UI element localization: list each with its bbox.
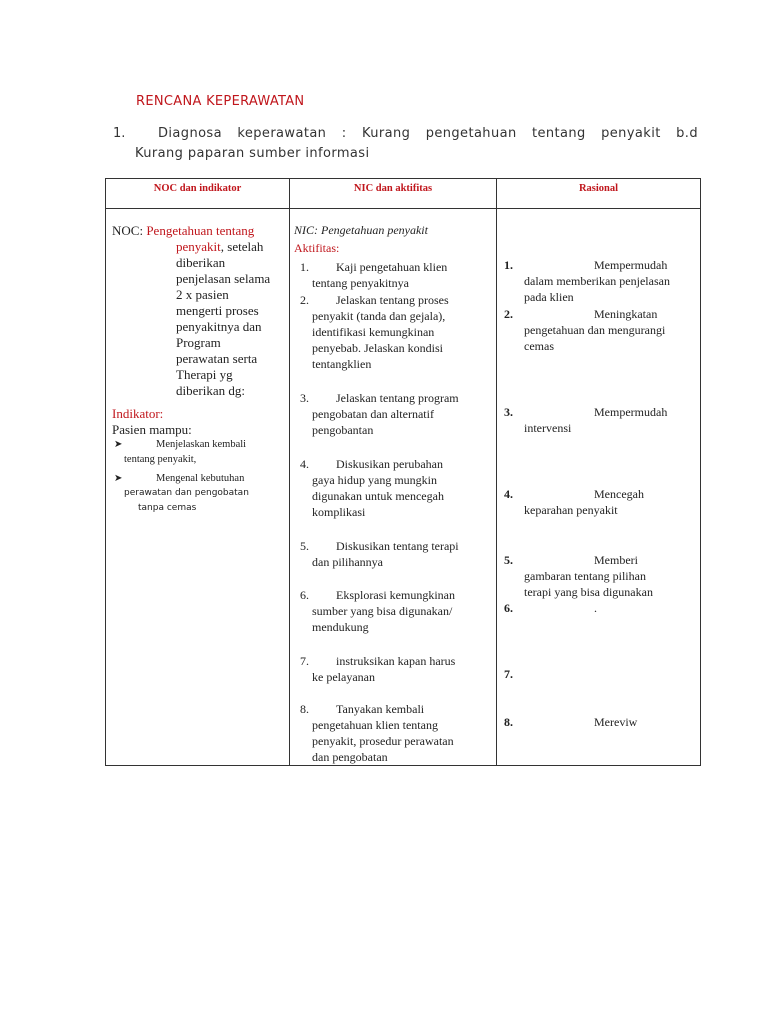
noc-cell bbox=[112, 223, 254, 239]
noc-desc-rest: , setelah bbox=[220, 239, 264, 254]
header-nic: NIC dan aktifitas bbox=[353, 183, 433, 194]
rasional-item: 6. . bbox=[504, 601, 597, 615]
indikator-bullet: ➤ Menjelaskan kembali tentang penyakit, bbox=[114, 439, 247, 465]
nic-item: 3. Jelaskan tentang program pengobatan dan alternatif pengobantan bbox=[300, 391, 459, 437]
column-divider bbox=[496, 179, 497, 765]
indikator-bullet: ➤ Mengenal kebutuhan perawatan dan pengobatan tanpa cemas bbox=[114, 473, 249, 513]
noc-desc-line: penjelasan selama bbox=[176, 271, 271, 286]
page-title: RENCANA KEPERAWATAN bbox=[136, 94, 305, 109]
nic-item: 6. Eksplorasi kemungkinan sumber yang bisa digunakan/ mendukung bbox=[300, 588, 455, 634]
nic-title: NIC: Pengetahuan penyakit bbox=[294, 223, 428, 237]
header-rasional: Rasional bbox=[578, 183, 619, 194]
diagnosis-line-2: Kurang paparan sumber informasi bbox=[135, 146, 370, 161]
arrow-bullet-icon: ➤ bbox=[114, 473, 123, 484]
diagnosis-number: 1. bbox=[113, 126, 126, 141]
nic-item: 7. instruksikan kapan harus ke pelayanan bbox=[300, 654, 456, 684]
nic-item: 5. Diskusikan tentang terapi dan pilihannya bbox=[300, 539, 459, 569]
rasional-item: 2. Meningkatan pengetahuan dan mengurangi cemas bbox=[504, 307, 666, 353]
rasional-item: 1. Mempermudah dalam memberikan penjelasan pada klien bbox=[504, 258, 670, 304]
noc-desc-line: penyakitnya dan bbox=[176, 319, 262, 334]
noc-desc-line: Therapi yg bbox=[176, 367, 233, 382]
noc-desc-line: perawatan serta bbox=[176, 351, 258, 366]
noc-description bbox=[176, 239, 286, 399]
nic-item: 2. Jelaskan tentang proses penyakit (tanda dan gejala), identifikasi kemungkinan penyebab. Jelaskan kondisi tentangklien bbox=[300, 293, 449, 371]
noc-desc-line: diberikan dg: bbox=[176, 383, 245, 398]
noc-desc-line: Program bbox=[176, 335, 221, 350]
rasional-item: 5. Memberi gambaran tentang pilihan terapi yang bisa digunakan bbox=[504, 553, 653, 599]
column-divider bbox=[289, 179, 290, 765]
rasional-item: 3. Mempermudah intervensi bbox=[504, 405, 668, 435]
header-noc: NOC dan indikator bbox=[153, 183, 242, 194]
noc-desc-line: mengerti proses bbox=[176, 303, 259, 318]
noc-desc-line: 2 x pasien bbox=[176, 287, 229, 302]
nic-item: 8. Tanyakan kembali pengetahuan klien tentang penyakit, prosedur perawatan dan pengobatan bbox=[300, 702, 454, 764]
diagnosis-line-1: Diagnosa keperawatan : Kurang pengetahuan tentang penyakit b.d bbox=[158, 126, 698, 141]
pasien-label: Pasien mampu: bbox=[112, 422, 192, 437]
arrow-bullet-icon: ➤ bbox=[114, 439, 123, 450]
header-divider bbox=[106, 208, 700, 209]
diagnosis-heading bbox=[113, 124, 698, 164]
nic-item: 4. Diskusikan perubahan gaya hidup yang mungkin digunakan untuk mencegah komplikasi bbox=[300, 457, 444, 519]
noc-topic: Pengetahuan tentang bbox=[146, 223, 255, 238]
rasional-item: 4. Mencegah keparahan penyakit bbox=[504, 487, 644, 517]
noc-topic-2: penyakit bbox=[176, 239, 221, 254]
aktifitas-label: Aktifitas: bbox=[294, 241, 340, 255]
rasional-item: 8. Mereviw bbox=[504, 715, 638, 729]
nic-item: 1. Kaji pengetahuan klien tentang penyakitnya bbox=[300, 260, 448, 290]
care-plan-table: NOC dan indikator NIC dan aktifitas Rasional NOC: Pengetahuan tentang penyakit, setelah diberikan penjelasan selama 2 x pasien mengerti proses penyakitnya dan Program perawatan serta Therapi yg diberikan dg: Indikator: Pasien mampu: ➤ Menjelaskan kembali tentang penyakit, ➤ Mengenal kebutuhan perawatan dan pengobatan tanpa cemas NIC: Pengetahuan penyakit Aktifitas: 1. Kaji pengetahuan klien tentang penyakitnya 2. Jelaskan tentang proses penyakit (tanda dan gejala), identifikasi kemungkinan penyebab. Jelaskan kondisi tentangklien 3. Jelaskan tentang program pengobatan dan alternatif pengobantan 4. Diskusikan perubahan gaya hidup yang mungkin digunakan untuk mencegah komplikasi 5. Diskusikan tentang terapi dan pilihannya 6. Eksplorasi kemungkinan sumber yang bisa digunakan/ mendukung 7. instruksikan kapan harus ke pelayanan 8. Tanyakan kembali pengetahuan klien tentang penyakit, prosedur perawatan dan pengobatan 1. Mempermudah dalam memberikan penjelasan pada klien 2. Meningkatan pengetahuan dan mengurangi cemas 3. Mempermudah intervensi 4. Mencegah keparahan penyakit 5. Memberi gambaran tentang pilihan terapi yang bisa digunakan 6. . 7. 8. Mereviw bbox=[105, 178, 701, 766]
noc-label: NOC: bbox=[112, 223, 144, 238]
indikator-label: Indikator: bbox=[112, 406, 164, 421]
noc-desc-line: diberikan bbox=[176, 255, 226, 270]
